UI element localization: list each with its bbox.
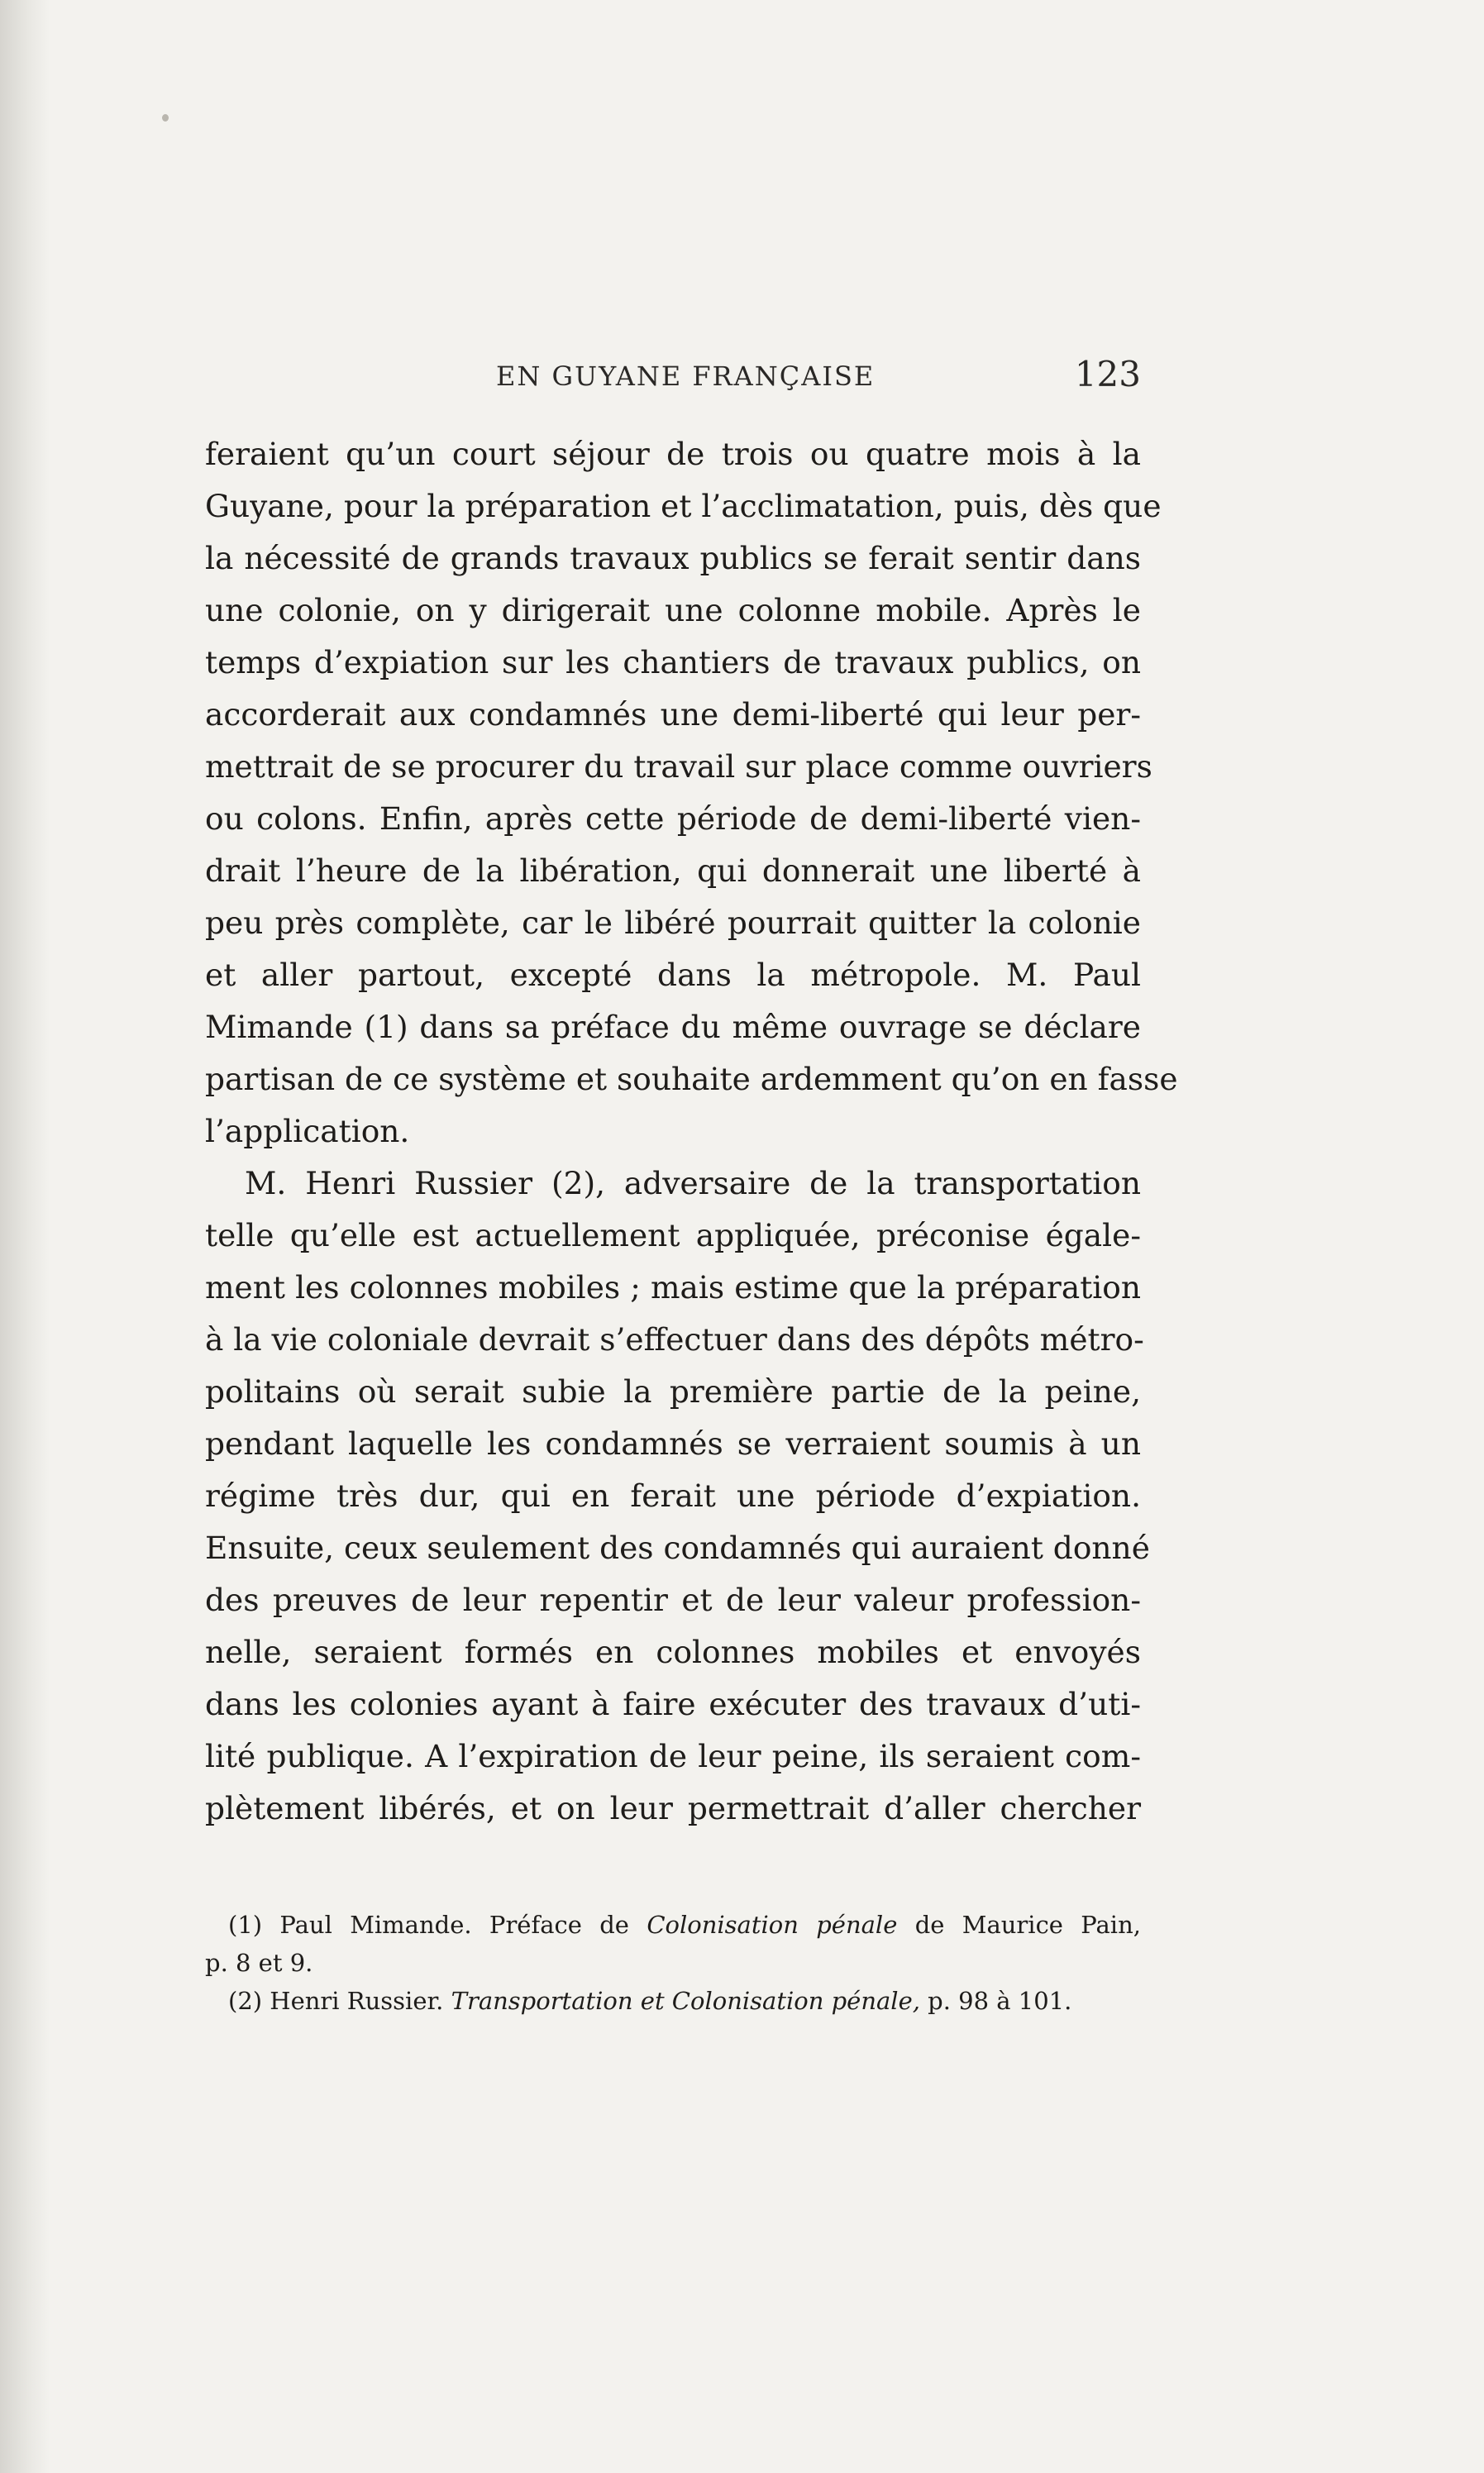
text-line: accorderait aux condamnés une demi-liberté qui leur per- [205, 696, 1141, 733]
text-line: M. Henri Russier (2), adversaire de la transportation [245, 1165, 1141, 1201]
body-text [205, 428, 1178, 1835]
running-title: EN GUYANE FRANÇAISE [496, 360, 876, 392]
text-line: drait l’heure de la libération, qui donnerait une liberté à [205, 852, 1141, 889]
page-header [205, 354, 1141, 395]
text-line: la nécessité de grands travaux publics se ferait sentir dans [205, 540, 1141, 576]
text-line: Ensuite, ceux seulement des condamnés qui auraient donné [205, 1530, 1150, 1566]
footnote-1-continuation: p. 8 et 9. [205, 1949, 313, 1977]
text-line: politains où serait subie la première partie de la peine, [205, 1373, 1141, 1410]
text-line: Guyane, pour la préparation et l’acclimatation, puis, dès que [205, 488, 1162, 524]
text-line: peu près complète, car le libéré pourrait quitter la colonie [205, 905, 1141, 941]
footnotes [205, 1906, 1141, 2020]
text-line: l’application. [205, 1113, 410, 1149]
page-gutter-shadow [0, 0, 50, 2473]
text-line: plètement libérés, et on leur permettrait d’aller chercher [205, 1790, 1141, 1826]
paper-speck [162, 114, 169, 122]
footnote-1-suffix: de Maurice Pain, [897, 1911, 1141, 1939]
text-line: partisan de ce système et souhaite ardemment qu’on en fasse [205, 1061, 1178, 1097]
footnote-1-title: Colonisation pénale [647, 1911, 898, 1939]
text-line: lité publique. A l’expiration de leur peine, ils seraient com- [205, 1738, 1141, 1774]
text-line: à la vie coloniale devrait s’effectuer dans des dépôts métro- [205, 1321, 1144, 1358]
footnote-1 [205, 1906, 1141, 1944]
text-line: et aller partout, excepté dans la métropole. M. Paul [205, 957, 1141, 993]
text-line: feraient qu’un court séjour de trois ou quatre mois à la [205, 436, 1141, 472]
text-line: temps d’expiation sur les chantiers de travaux publics, on [205, 644, 1141, 680]
footnote-2-suffix: p. 98 à 101. [919, 1987, 1072, 2015]
footnote-1-prefix: (1) Paul Mimande. Préface de [228, 1911, 647, 1939]
text-line: ment les colonnes mobiles ; mais estime que la préparation [205, 1269, 1141, 1306]
text-line: dans les colonies ayant à faire exécuter des travaux d’uti- [205, 1686, 1141, 1722]
text-line: pendant laquelle les condamnés se verraient soumis à un [205, 1425, 1141, 1462]
text-line: nelle, seraient formés en colonnes mobiles et envoyés [205, 1634, 1141, 1670]
text-line: des preuves de leur repentir et de leur valeur profession- [205, 1582, 1141, 1618]
text-line: telle qu’elle est actuellement appliquée, préconise égale- [205, 1217, 1141, 1253]
footnote-2 [205, 1982, 1141, 2020]
page-number: 123 [1074, 354, 1141, 394]
text-line: une colonie, on y dirigerait une colonne mobile. Après le [205, 592, 1141, 628]
footnote-2-prefix: (2) Henri Russier. [228, 1987, 451, 2015]
text-line: Mimande (1) dans sa préface du même ouvrage se déclare [205, 1009, 1141, 1045]
footnote-2-title: Transportation et Colonisation pénale, [451, 1987, 920, 2015]
text-line: ou colons. Enfin, après cette période de demi-liberté vien- [205, 800, 1141, 837]
text-line: régime très dur, qui en ferait une période d’expiation. [205, 1478, 1141, 1514]
text-line: mettrait de se procurer du travail sur place comme ouvriers [205, 748, 1152, 785]
